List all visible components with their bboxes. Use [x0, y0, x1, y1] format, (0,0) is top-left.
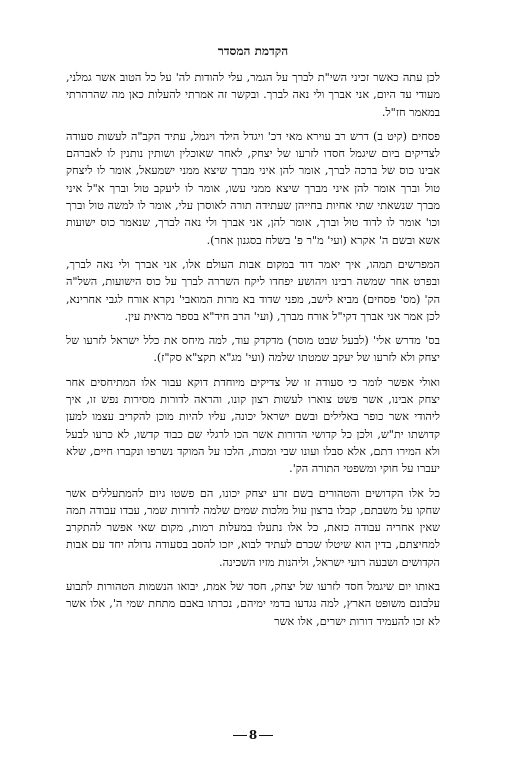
paragraph-2: פסחים (קיט ב) דרש רב עוירא מאי דכ' ויגדל הילד ויגמל, עתיד הקב"ה לעשות סעודה לצדיקים ביום שיגמל חסדו לזרעו של יצחק, לאחר שאוכלין ושותין נותנין לו לאברהם אבינו כוס של ברכה לברך, אומר להן איני מברך שיצא ממני ישמעאל, אומר לו ליצחק טול וברך אומר להן איני מברך שיצא ממני עשו, אומר לו ליעקב טול וברך א"ל איני מברך שנשאתי שתי אחיות בחייהן שעתידה תורה לאוסרן עלי, אומר לו למשה טול וברך וכו' אומר לו לדוד טול וברך, אומר להן, אני אברך ולי נאה לברך, שנאמר כוס ישועות אשא ובשם ה' אקרא (ועי' מ"ר פ' בשלח בסגנון אחר). [66, 129, 440, 247]
paragraph-4: בס' מדרש אלי' (לבעל שבט מוסר) מדקדק עוד, למה מיחס את כלל ישראל לזרעו של יצחק ולא לזרעו של יעקב שמטתו שלמה (ועי' מג"א תקצ"א סק"ז). [66, 334, 440, 365]
paragraph-6: כל אלו הקדושים והטהורים בשם זרע יצחק יכונו, הם פשטו גיום להמתעללים אשר שחקו על משבתם, קבלו ברצון עול מלכות שמים שלמה לדורות שמר, עבדו עבודה תמה שאין אחריה עבודה כזאת, כל אלו נתעלו במעלות רמות, מקום שאי אפשר להתקרב למחיצתם, בדין הוא שיטלו שכרם לעתיד לבוא, יזכו להסב בסעודה גדולה יחד עם אבות הקדושים ושבעה רועי ישראל, וליהנות מזיו השכינה. [66, 486, 440, 569]
paragraph-1: לכן עתה כאשר זכיני השי"ת לברך על הגמר, עלי להודות לה' על כל הטוב אשר גמלני, מעודי עד היום, אני אברך ולי נאה לברך. ובקשר זה אמרתי להעלות כאן מה שהרהרתי במאמר חז"ל. [66, 71, 440, 119]
footer-dash-left [233, 735, 247, 736]
paragraph-5: ואולי אפשר לומר כי סעודה זו של צדיקים מיוחדת דוקא עבור אלו המתיחסים אחר יצחק אבינו, אשר פשט צוארו לעשות רצון קונו, והראה לדורות מסירות נפש זו, איך ליהודי אשר כופר באלילים ובשם ישראל יכונה, עליו להיות מוכן להקריב עצמו למען קדושתו ית"ש, ולכן כל קדושי הדורות אשר הכו לרגלי שם כבוד קדשו, לא כרעו לבעל ולא המירו דתם, אלא סבלו ועונו שבי ומכות, הלכו על המוקד נשרפו ונקברו חיים, שלא יעברו על חוקי ומשפטי התורה הק'. [66, 375, 440, 476]
footer-dash-right [259, 735, 273, 736]
page-number: 8 [248, 728, 258, 742]
paragraph-7: באותו יום שיגמל חסד לזרעו של יצחק, חסד של אמת, יבואו הנשמות הטהורות לתבוע עלבונם משופט הארץ, למה נגדעו בדמי ימיהם, נכרתו באבם מתחת שמי ה', אלו אשר לא זכו להעמיד דורות ישרים, אלו אשר [66, 580, 440, 628]
page-footer [0, 728, 506, 742]
running-header: הקדמת המסדר [217, 44, 289, 58]
paragraph-3: המפרשים תמהו, איך יאמר דוד במקום אבות העולם אלו, אני אברך ולי נאה לברך, ובפרט אחר שמשה רבינו ויהושע יפחדו ליקח השררה לברך על כוס הישועות, השל"ה הק' (מס' פסחים) מביא לישב, מפני שדוד בא מרות המואבי' נקרא אורח לגבי אחרינא, לכן אמר אני אברך דקי"ל אורח מברך, (ועי' הרב חיד"א בספר מראית עין. [66, 257, 440, 323]
body-text [66, 69, 440, 630]
